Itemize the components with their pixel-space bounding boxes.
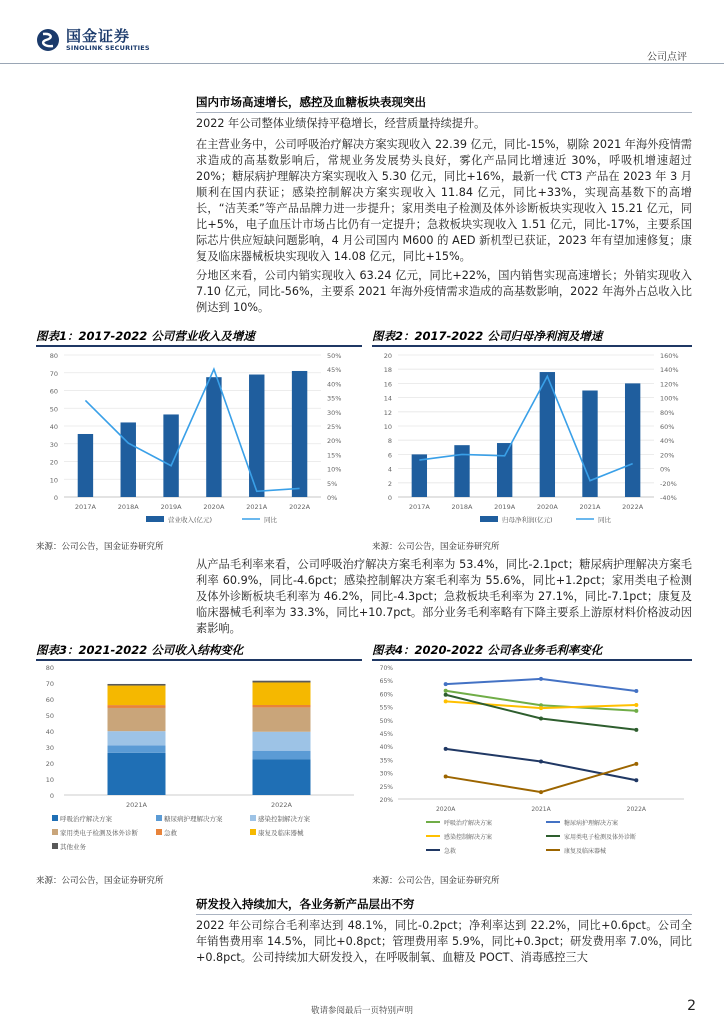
x-tick-label: 2017A — [408, 503, 430, 511]
bar — [625, 383, 640, 497]
data-point — [444, 747, 448, 751]
x-tick-label: 2021A — [579, 503, 601, 511]
y-right-tick-label: 40% — [327, 380, 342, 389]
legend-label: 感染控制解决方案 — [258, 815, 310, 823]
y-right-tick-label: 30% — [327, 408, 342, 417]
section-title-rnd: 研发投入持续加大，各业务新产品层出不穷 — [196, 897, 415, 911]
legend-swatch — [480, 516, 498, 522]
margin-line — [446, 695, 637, 730]
y-right-tick-label: 80% — [660, 408, 675, 417]
legend-label: 同比 — [598, 516, 611, 524]
y-left-tick-label: 8 — [387, 437, 392, 446]
section-divider — [196, 914, 692, 915]
growth-line — [419, 376, 632, 480]
data-point — [539, 716, 543, 720]
y-tick-label: 40% — [379, 744, 393, 752]
y-right-tick-label: 20% — [660, 451, 675, 460]
figure-3-source: 来源：公司公告，国金证券研究所 — [36, 876, 164, 886]
legend-label: 家用类电子检测及体外诊断 — [60, 829, 138, 837]
y-right-tick-label: 45% — [327, 366, 342, 375]
footer-disclaimer: 敬请参阅最后一页特别声明 — [310, 1006, 413, 1016]
brand-name-en: SINOLINK SECURITIES — [66, 44, 150, 52]
stacked-segment — [108, 753, 166, 795]
stacked-segment — [108, 731, 166, 745]
x-tick-label: 2021A — [531, 806, 551, 813]
legend-label: 同比 — [264, 516, 277, 524]
bar — [121, 422, 136, 497]
stacked-segment — [253, 759, 311, 795]
y-tick-label: 65% — [379, 678, 393, 686]
data-point — [444, 693, 448, 697]
stacked-segment — [253, 682, 311, 705]
legend-swatch — [52, 843, 58, 849]
bar — [497, 443, 512, 497]
bar — [163, 414, 178, 497]
chart-gross-margin — [372, 661, 692, 867]
legend-label: 康复及临床器械 — [258, 829, 304, 837]
legend-label: 感染控制解决方案 — [444, 834, 493, 841]
x-tick-label: 2022A — [626, 806, 647, 813]
margin-line — [446, 749, 637, 780]
legend-label: 糖尿病护理解决方案 — [164, 815, 223, 823]
x-tick-label: 2022A — [289, 503, 311, 511]
legend-label: 急救 — [444, 848, 457, 855]
bar — [249, 375, 264, 497]
legend-label: 家用类电子检测及体外诊断 — [564, 834, 637, 841]
data-point — [539, 790, 543, 794]
y-left-tick-label: 18 — [383, 366, 392, 375]
doc-type-label: 公司点评 — [647, 52, 687, 63]
margin-line — [446, 764, 637, 792]
y-left-tick-label: 16 — [383, 380, 392, 389]
y-right-tick-label: -20% — [660, 479, 677, 488]
stacked-segment — [253, 705, 311, 707]
legend-swatch — [146, 516, 164, 522]
y-left-tick-label: 50 — [49, 405, 58, 414]
legend-label: 呼吸治疗解决方案 — [60, 815, 112, 823]
y-tick-label: 70 — [45, 680, 54, 688]
y-right-tick-label: 25% — [327, 423, 342, 431]
data-point — [634, 689, 638, 693]
y-right-tick-label: 40% — [660, 437, 675, 446]
y-tick-label: 60% — [379, 691, 393, 699]
x-tick-label: 2018A — [117, 503, 139, 511]
legend-swatch — [156, 829, 162, 835]
y-tick-label: 20% — [379, 797, 393, 804]
y-right-tick-label: 160% — [660, 352, 679, 360]
y-right-tick-label: 50% — [327, 352, 342, 360]
section-title-market: 国内市场高速增长，感控及血糖板块表现突出 — [196, 95, 426, 109]
y-tick-label: 10 — [45, 776, 54, 784]
y-right-tick-label: 10% — [327, 465, 342, 474]
y-tick-label: 20 — [45, 760, 54, 768]
figure-4-source: 来源：公司公告，国金证券研究所 — [372, 876, 500, 886]
data-point — [634, 703, 638, 707]
y-tick-label: 50 — [45, 712, 54, 720]
y-left-tick-label: 10 — [383, 423, 392, 431]
y-tick-label: 50% — [379, 717, 393, 725]
y-left-tick-label: 60 — [49, 387, 58, 396]
stacked-segment — [108, 686, 166, 706]
y-tick-label: 45% — [379, 731, 393, 738]
stacked-segment — [253, 681, 311, 683]
y-left-tick-label: 0 — [53, 494, 58, 502]
y-right-tick-label: 140% — [660, 366, 679, 375]
bar — [206, 377, 221, 497]
paragraph-overview: 2022 年公司整体业绩保持平稳增长，经营质量持续提升。 — [196, 117, 486, 130]
x-tick-label: 2020A — [435, 806, 456, 813]
legend-label: 急救 — [164, 829, 177, 837]
y-right-tick-label: 120% — [660, 380, 679, 389]
bar — [78, 434, 93, 497]
y-left-tick-label: 10 — [49, 476, 58, 485]
x-tick-label: 2022A — [271, 801, 292, 809]
data-point — [634, 762, 638, 766]
y-tick-label: 60 — [45, 696, 54, 704]
data-point — [444, 699, 448, 703]
section-divider — [196, 112, 692, 113]
x-tick-label: 2020A — [203, 503, 225, 511]
y-left-tick-label: 6 — [387, 451, 392, 460]
figure-1-source: 来源：公司公告，国金证券研究所 — [36, 542, 164, 552]
y-left-tick-label: 4 — [387, 465, 392, 474]
data-point — [539, 706, 543, 710]
y-tick-label: 80 — [45, 664, 54, 672]
y-right-tick-label: -40% — [660, 494, 677, 502]
y-tick-label: 30 — [45, 744, 54, 752]
y-tick-label: 55% — [379, 704, 393, 712]
paragraph-rnd: 2022 年公司综合毛利率达到 48.1%，同比-0.2pct；净利率达到 22.2%，同比+0.6pct。公司全年销售费用率 14.5%，同比+0.8pct；管理费用率 5.9%，同比+0.3pct；研发费用率 7.0%，同比+0.8pct。公司持续加大研发投入，在呼吸制氧、血糖及 POCT、消毒感控三大 — [196, 919, 692, 964]
data-point — [634, 728, 638, 732]
y-right-tick-label: 35% — [327, 394, 342, 403]
y-right-tick-label: 60% — [660, 423, 675, 431]
y-tick-label: 0 — [49, 792, 54, 800]
data-point — [539, 677, 543, 681]
y-right-tick-label: 5% — [327, 479, 338, 488]
y-left-tick-label: 30 — [49, 440, 58, 449]
figure-2-source: 来源：公司公告，国金证券研究所 — [372, 542, 500, 552]
stacked-segment — [253, 707, 311, 731]
stacked-segment — [108, 745, 166, 752]
data-point — [444, 775, 448, 779]
x-tick-label: 2019A — [160, 503, 182, 511]
x-tick-label: 2021A — [246, 503, 268, 511]
stacked-segment — [108, 684, 166, 686]
figure-3-title: 图表3：2021-2022 公司收入结构变化 — [36, 643, 244, 657]
growth-line — [85, 369, 299, 491]
x-tick-label: 2017A — [74, 503, 96, 511]
y-right-tick-label: 100% — [660, 394, 679, 403]
stacked-segment — [108, 708, 166, 731]
y-right-tick-label: 0% — [660, 465, 671, 474]
y-left-tick-label: 12 — [383, 408, 392, 417]
bar — [292, 371, 307, 497]
legend-swatch — [250, 815, 256, 821]
legend-label: 康复及临床器械 — [564, 848, 607, 855]
chart-net-profit — [372, 347, 692, 535]
bar — [412, 454, 427, 497]
legend-label: 营业收入(亿元) — [168, 516, 213, 524]
y-left-tick-label: 80 — [49, 352, 58, 360]
brand-logo — [36, 28, 150, 52]
header-divider — [0, 63, 724, 64]
y-right-tick-label: 15% — [327, 451, 342, 460]
y-left-tick-label: 20 — [49, 458, 58, 467]
stacked-segment — [108, 705, 166, 708]
y-left-tick-label: 2 — [387, 479, 392, 488]
x-tick-label: 2020A — [536, 503, 558, 511]
data-point — [444, 689, 448, 693]
legend-label: 糖尿病护理解决方案 — [564, 820, 619, 827]
y-left-tick-label: 70 — [49, 369, 58, 378]
sinolink-logo-icon — [36, 28, 60, 52]
stacked-segment — [253, 751, 311, 759]
paragraph-business: 在主营业务中，公司呼吸治疗解决方案实现收入 22.39 亿元，同比-15%，剔除 2021 年海外疫情需求造成的高基数影响后，常规业务发展势头良好，雾化产品同比增速近 30%，呼吸机增速超过 20%；糖尿病护理解决方案实现收入 5.30 亿元，同比+16%，最新一代 CT3 产品在 2023 年 3 月顺利在国内获证；感染控制解决方案实现收入 11.84 亿元，同比+33%，实现高基数下的高增长，“洁芙柔”等产品品牌力进一步提升；家用类电子检测及体外诊断板块实现收入 15.21 亿元，同比+5%，电子血压计市场占比仍有一定提升；急救板块实现收入 1.51 亿元，同比-17%，主要系国际芯片供应短缺问题影响，4 月公司国内 M600 的 AED 新机型已获证，2023 年有望加速修复；康复及临床器械板块实现收入 14.08 亿元，同比+15%。 — [196, 138, 692, 263]
legend-swatch — [52, 815, 58, 821]
page-number: 2 — [687, 998, 696, 1014]
legend-swatch — [156, 815, 162, 821]
chart-revenue-structure — [36, 661, 362, 867]
y-tick-label: 35% — [379, 757, 393, 765]
figure-4-title: 图表4：2020-2022 公司各业务毛利率变化 — [372, 643, 603, 657]
y-left-tick-label: 14 — [383, 394, 392, 403]
y-tick-label: 70% — [379, 665, 393, 672]
y-left-tick-label: 0 — [387, 494, 392, 502]
x-tick-label: 2022A — [622, 503, 644, 511]
data-point — [634, 709, 638, 713]
paragraph-gross-margin: 从产品毛利率来看，公司呼吸治疗解决方案毛利率为 53.4%，同比-2.1pct；糖尿病护理解决方案毛利率 60.9%，同比-4.6pct；感染控制解决方案毛利率为 55.6%，同比+1.2pct；家用类电子检测及体外诊断板块毛利率为 46.2%，同比-4.3pct；急救板块毛利率为 27.1%，同比-7.1pct；康复及临床器械毛利率为 33.3%，同比+10.7pct。部分业务毛利率略有下降主要系上游原材料价格波动因素影响。 — [196, 558, 692, 635]
legend-swatch — [52, 829, 58, 835]
x-tick-label: 2021A — [126, 801, 147, 809]
figure-1-title: 图表1：2017-2022 公司营业收入及增速 — [36, 329, 255, 343]
y-left-tick-label: 20 — [383, 352, 392, 360]
y-tick-label: 25% — [379, 783, 393, 791]
x-tick-label: 2018A — [451, 503, 473, 511]
legend-label: 其他业务 — [60, 843, 86, 851]
y-left-tick-label: 40 — [49, 423, 58, 431]
x-tick-label: 2019A — [494, 503, 516, 511]
paragraph-region: 分地区来看，公司内销实现收入 63.24 亿元，同比+22%，国内销售实现高速增长；外销实现收入 7.10 亿元，同比-56%，主要系 2021 年海外疫情需求造成的高基数影响，2022 年海外占总收入比例达到 10%。 — [196, 269, 692, 314]
data-point — [444, 682, 448, 686]
legend-label: 呼吸治疗解决方案 — [444, 820, 493, 827]
legend-label: 归母净利润(亿元) — [502, 516, 553, 524]
bar — [454, 445, 469, 497]
figure-2-title: 图表2：2017-2022 公司归母净利润及增速 — [372, 329, 603, 343]
data-point — [634, 778, 638, 782]
stacked-segment — [253, 732, 311, 751]
y-right-tick-label: 20% — [327, 437, 342, 446]
y-tick-label: 30% — [379, 770, 393, 778]
data-point — [539, 760, 543, 764]
chart-revenue — [36, 347, 362, 535]
brand-name-cn: 国金证券 — [66, 27, 131, 45]
legend-swatch — [250, 829, 256, 835]
y-right-tick-label: 0% — [327, 494, 338, 502]
y-tick-label: 40 — [45, 728, 54, 736]
